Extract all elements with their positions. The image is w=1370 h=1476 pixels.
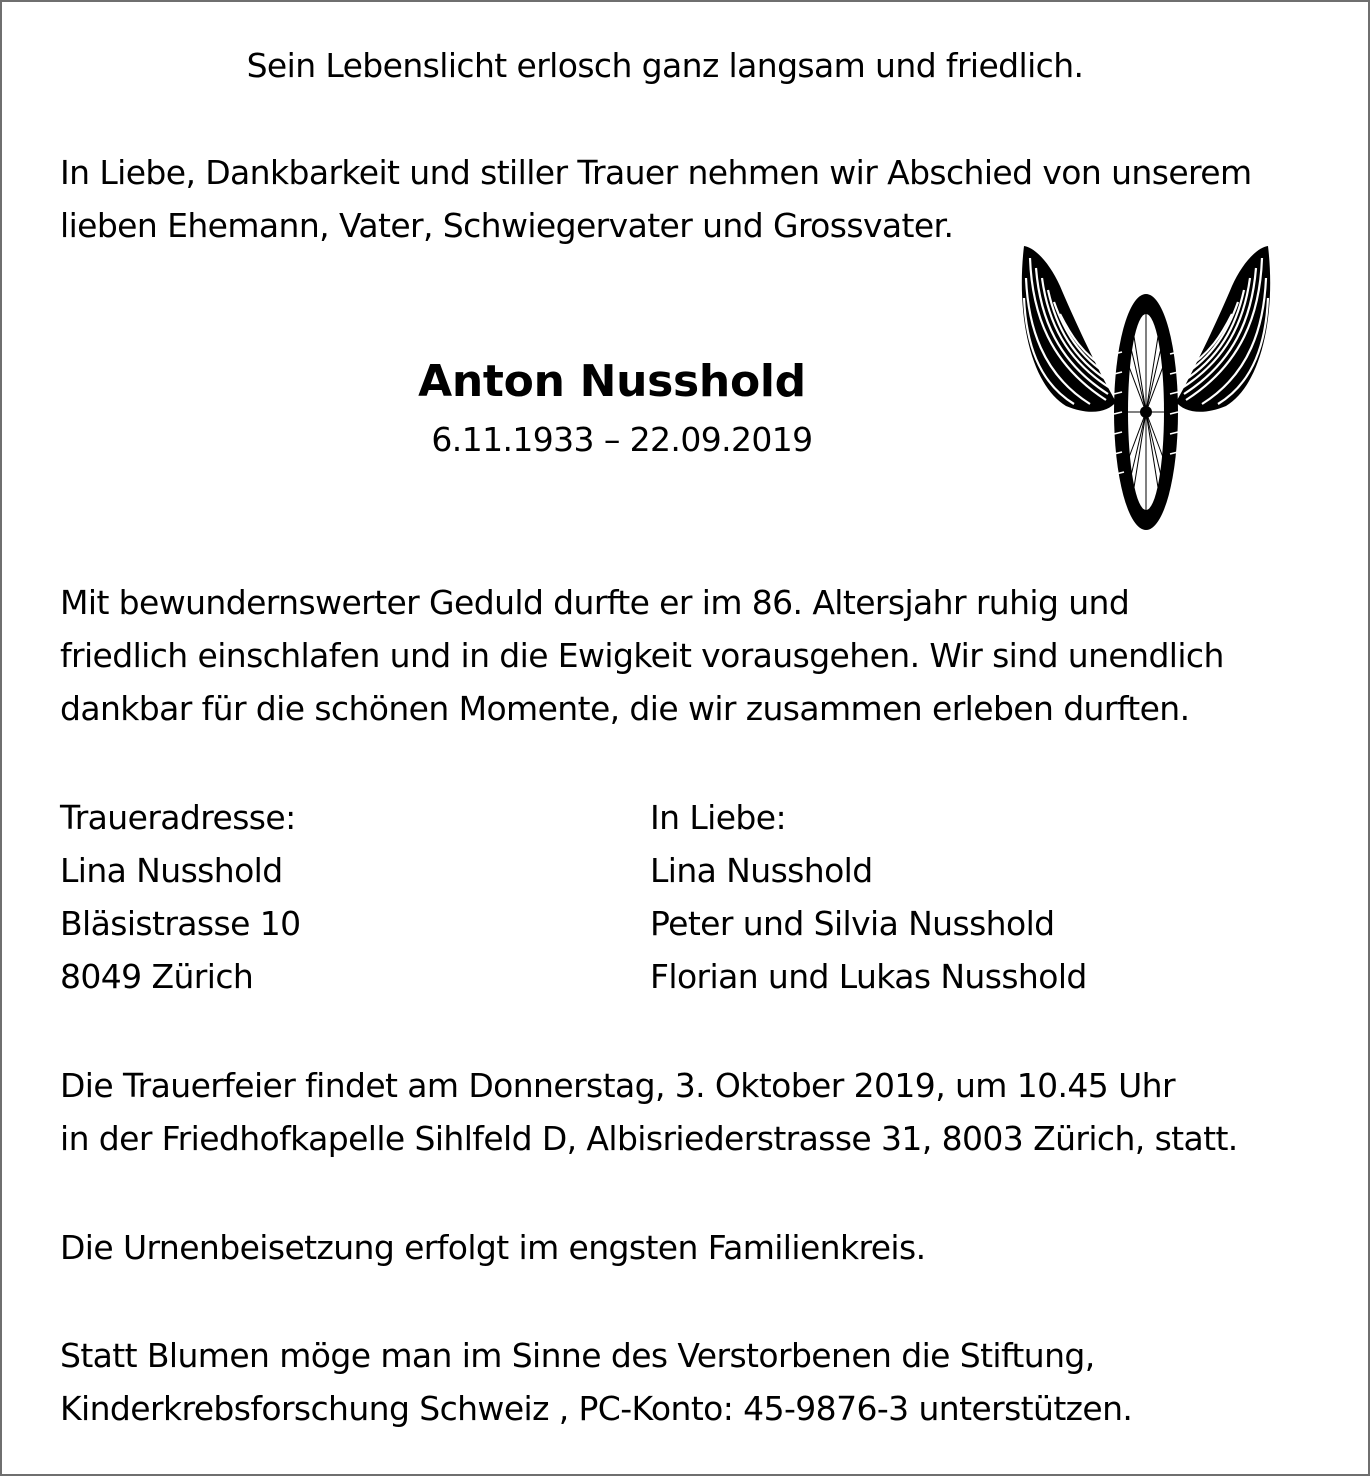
in-love-label: In Liebe: bbox=[650, 798, 786, 837]
in-love-line: Florian und Lukas Nusshold bbox=[650, 957, 1087, 996]
deceased-dates: 6.11.1933 – 22.09.2019 bbox=[431, 420, 813, 459]
tribute-line-1: Mit bewundernswerter Geduld durfte er im 86. Altersjahr ruhig und bbox=[60, 583, 1130, 622]
donation-line-2: Kinderkrebsforschung Schweiz , PC-Konto: 45-9876-3 unterstützen. bbox=[60, 1389, 1133, 1428]
tribute-line-2: friedlich einschlafen und in die Ewigkeit vorausgehen. Wir sind unendlich bbox=[60, 636, 1224, 675]
burial-line: Die Urnenbeisetzung erfolgt im engsten Familienkreis. bbox=[60, 1228, 926, 1267]
deceased-name: Anton Nusshold bbox=[418, 356, 806, 407]
tribute-line-3: dankbar für die schönen Momente, die wir zusammen erleben durften. bbox=[60, 689, 1190, 728]
ceremony-line-1: Die Trauerfeier findet am Donnerstag, 3. Oktober 2019, um 10.45 Uhr bbox=[60, 1066, 1175, 1105]
opening-line: Sein Lebenslicht erlosch ganz langsam und friedlich. bbox=[246, 46, 1084, 85]
donation-line-1: Statt Blumen möge man im Sinne des Verstorbenen die Stiftung, bbox=[60, 1336, 1095, 1375]
mourning-address-line: Bläsistrasse 10 bbox=[60, 904, 301, 943]
in-love-line: Peter und Silvia Nusshold bbox=[650, 904, 1055, 943]
in-love-line: Lina Nusshold bbox=[650, 851, 873, 890]
mourning-address-label: Traueradresse: bbox=[60, 798, 296, 837]
mourning-address-line: 8049 Zürich bbox=[60, 957, 254, 996]
intro-line-2: lieben Ehemann, Vater, Schwiegervater und Grossvater. bbox=[60, 206, 954, 245]
winged-wheel-icon bbox=[1010, 234, 1282, 540]
intro-line-1: In Liebe, Dankbarkeit und stiller Trauer nehmen wir Abschied von unserem bbox=[60, 153, 1252, 192]
ceremony-line-2: in der Friedhofkapelle Sihlfeld D, Albisriederstrasse 31, 8003 Zürich, statt. bbox=[60, 1119, 1238, 1158]
mourning-address-line: Lina Nusshold bbox=[60, 851, 283, 890]
